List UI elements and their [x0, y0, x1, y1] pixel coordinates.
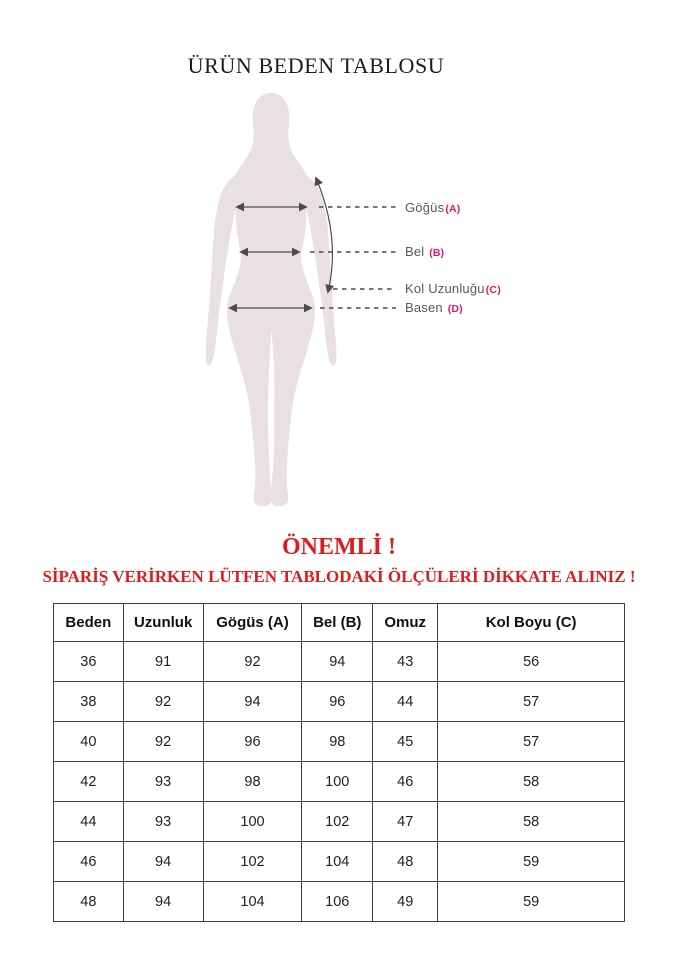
table-cell: 57: [438, 682, 625, 722]
table-cell: 59: [438, 842, 625, 882]
table-cell: 44: [373, 682, 438, 722]
female-silhouette: [206, 93, 337, 506]
table-row: [54, 762, 625, 802]
label-waist-text: Bel: [405, 244, 429, 259]
label-chest-code: (A): [445, 203, 461, 215]
column-header: Uzunluk: [123, 604, 203, 642]
table-cell: 36: [54, 642, 124, 682]
column-header: Bel (B): [302, 604, 373, 642]
label-chest-text: Göğüs: [405, 200, 445, 215]
table-cell: 94: [203, 682, 302, 722]
table-cell: 92: [123, 682, 203, 722]
table-cell: 40: [54, 722, 124, 762]
label-waist-code: (B): [429, 247, 445, 259]
table-cell: 96: [302, 682, 373, 722]
label-arm-length-text: Kol Uzunluğu: [405, 281, 485, 296]
table-cell: 48: [54, 882, 124, 922]
table-cell: 58: [438, 802, 625, 842]
column-header: Omuz: [373, 604, 438, 642]
table-cell: 46: [54, 842, 124, 882]
column-header: Gögüs (A): [203, 604, 302, 642]
table-cell: 92: [203, 642, 302, 682]
table-row: [54, 722, 625, 762]
table-row: [54, 642, 625, 682]
label-hip-code: (D): [447, 303, 463, 315]
label-hip-text: Basen: [405, 300, 447, 315]
table-cell: 92: [123, 722, 203, 762]
table-cell: 104: [203, 882, 302, 922]
table-cell: 49: [373, 882, 438, 922]
table-cell: 102: [203, 842, 302, 882]
table-cell: 98: [203, 762, 302, 802]
label-waist: [405, 245, 444, 260]
table-cell: 43: [373, 642, 438, 682]
column-header: Beden: [54, 604, 124, 642]
header-row: [54, 604, 625, 642]
table-cell: 46: [373, 762, 438, 802]
table-cell: 57: [438, 722, 625, 762]
label-chest: [405, 201, 461, 216]
size-table-body: [54, 642, 625, 922]
table-row: [54, 882, 625, 922]
table-cell: 98: [302, 722, 373, 762]
size-table-header: [54, 604, 625, 642]
label-arm-length: [405, 282, 501, 297]
warning-text: SİPARİŞ VERİRKEN LÜTFEN TABLODAKİ ÖLÇÜLERİ DİKKATE ALINIZ !: [42, 567, 636, 586]
page-title: ÜRÜN BEDEN TABLOSU: [187, 53, 445, 78]
table-cell: 96: [203, 722, 302, 762]
table-cell: 100: [302, 762, 373, 802]
table-cell: 91: [123, 642, 203, 682]
table-cell: 106: [302, 882, 373, 922]
body-measurement-diagram: [200, 85, 400, 510]
label-hip: [405, 301, 463, 316]
table-cell: 48: [373, 842, 438, 882]
table-cell: 58: [438, 762, 625, 802]
table-cell: 94: [302, 642, 373, 682]
important-heading: ÖNEMLİ !: [282, 534, 396, 560]
table-row: [54, 682, 625, 722]
table-cell: 93: [123, 762, 203, 802]
table-row: [54, 802, 625, 842]
table-cell: 100: [203, 802, 302, 842]
table-cell: 42: [54, 762, 124, 802]
table-cell: 94: [123, 842, 203, 882]
table-cell: 93: [123, 802, 203, 842]
table-cell: 45: [373, 722, 438, 762]
size-table: [53, 603, 625, 922]
table-cell: 102: [302, 802, 373, 842]
table-cell: 47: [373, 802, 438, 842]
label-arm-length-code: (C): [485, 284, 501, 296]
table-cell: 59: [438, 882, 625, 922]
table-cell: 38: [54, 682, 124, 722]
table-cell: 44: [54, 802, 124, 842]
table-cell: 94: [123, 882, 203, 922]
table-row: [54, 842, 625, 882]
column-header: Kol Boyu (C): [438, 604, 625, 642]
table-cell: 104: [302, 842, 373, 882]
table-cell: 56: [438, 642, 625, 682]
